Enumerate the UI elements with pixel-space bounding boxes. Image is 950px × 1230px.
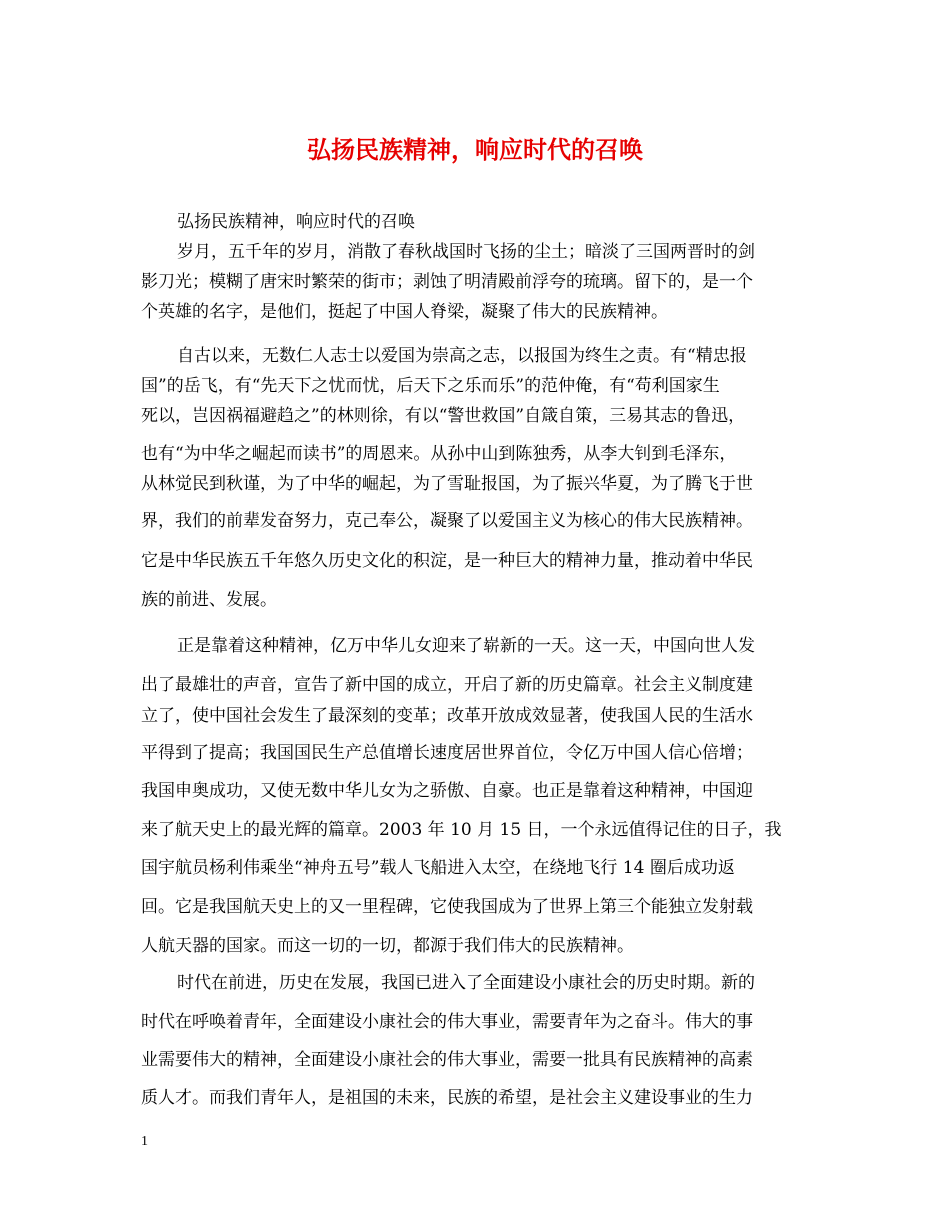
page-number: 1 xyxy=(141,1134,148,1149)
text-line: 平得到了提高；我国国民生产总值增长速度居世界首位，令亿万中国人信心倍增； xyxy=(141,743,753,763)
text-line: 正是靠着这种精神，亿万中华儿女迎来了崭新的一天。这一天，中国向世人发 xyxy=(177,636,755,656)
text-line: 我国申奥成功，又使无数中华儿女为之骄傲、自豪。也正是靠着这种精神，中国迎 xyxy=(141,781,753,801)
text-line: 出了最雄壮的声音，宣告了新中国的成立，开启了新的历史篇章。社会主义制度建 xyxy=(141,675,753,695)
text-line: 国宇航员杨利伟乘坐“神舟五号”载人飞船进入太空，在绕地飞行 14 圈后成功返 xyxy=(141,858,735,878)
text-line: 时代在前进，历史在发展，我国已进入了全面建设小康社会的历史时期。新的 xyxy=(177,973,755,993)
text-line: 岁月，五千年的岁月，消散了春秋战国时飞扬的尘土；暗淡了三国两晋时的剑 xyxy=(177,242,755,262)
text-line: 从林觉民到秋谨，为了中华的崛起，为了雪耻报国，为了振兴华夏，为了腾飞于世 xyxy=(141,474,753,494)
text-line: 自古以来，无数仁人志士以爱国为崇高之志，以报国为终生之责。有“精忠报 xyxy=(177,346,747,366)
text-line: 族的前进、发展。 xyxy=(141,590,277,610)
text-line: 影刀光；模糊了唐宋时繁荣的街市；剥蚀了明清殿前浮夸的琉璃。留下的，是一个 xyxy=(141,272,753,292)
text-line: 来了航天史上的最光辉的篇章。2003 年 10 月 15 日，一个永远值得记住的日子，我 xyxy=(141,820,782,840)
text-line: 时代在呼唤着青年，全面建设小康社会的伟大事业，需要青年为之奋斗。伟大的事 xyxy=(141,1012,753,1032)
text-line: 立了，使中国社会发生了最深刻的变革；改革开放成效显著，使我国人民的生活水 xyxy=(141,706,753,726)
text-line: 回。它是我国航天史上的又一里程碑，它使我国成为了世界上第三个能独立发射载 xyxy=(141,897,753,917)
text-line: 国”的岳飞，有“先天下之忧而忧，后天下之乐而乐”的范仲俺，有“苟利国家生 xyxy=(141,376,720,396)
text-line: 个英雄的名字，是他们，挺起了中国人脊梁，凝聚了伟大的民族精神。 xyxy=(141,302,668,322)
document-subtitle: 弘扬民族精神，响应时代的召唤 xyxy=(177,212,415,232)
text-line: 也有“为中华之崛起而读书”的周恩来。从孙中山到陈独秀，从李大钊到毛泽东， xyxy=(141,444,737,464)
text-line: 业需要伟大的精神，全面建设小康社会的伟大事业，需要一批具有民族精神的高素 xyxy=(141,1050,753,1070)
text-line: 质人才。而我们青年人，是祖国的未来，民族的希望，是社会主义建设事业的生力 xyxy=(141,1088,753,1108)
text-line: 死以，岂因祸福避趋之”的林则徐，有以“警世救国”自箴自策，三易其志的鲁迅， xyxy=(141,406,746,426)
text-line: 界，我们的前辈发奋努力，克己奉公，凝聚了以爱国主义为核心的伟大民族精神。 xyxy=(141,511,753,531)
document-title: 弘扬民族精神，响应时代的召唤 xyxy=(307,135,643,164)
text-line: 人航天器的国家。而这一切的一切，都源于我们伟大的民族精神。 xyxy=(141,936,634,956)
text-line: 它是中华民族五千年悠久历史文化的积淀，是一种巨大的精神力量，推动着中华民 xyxy=(141,551,753,571)
